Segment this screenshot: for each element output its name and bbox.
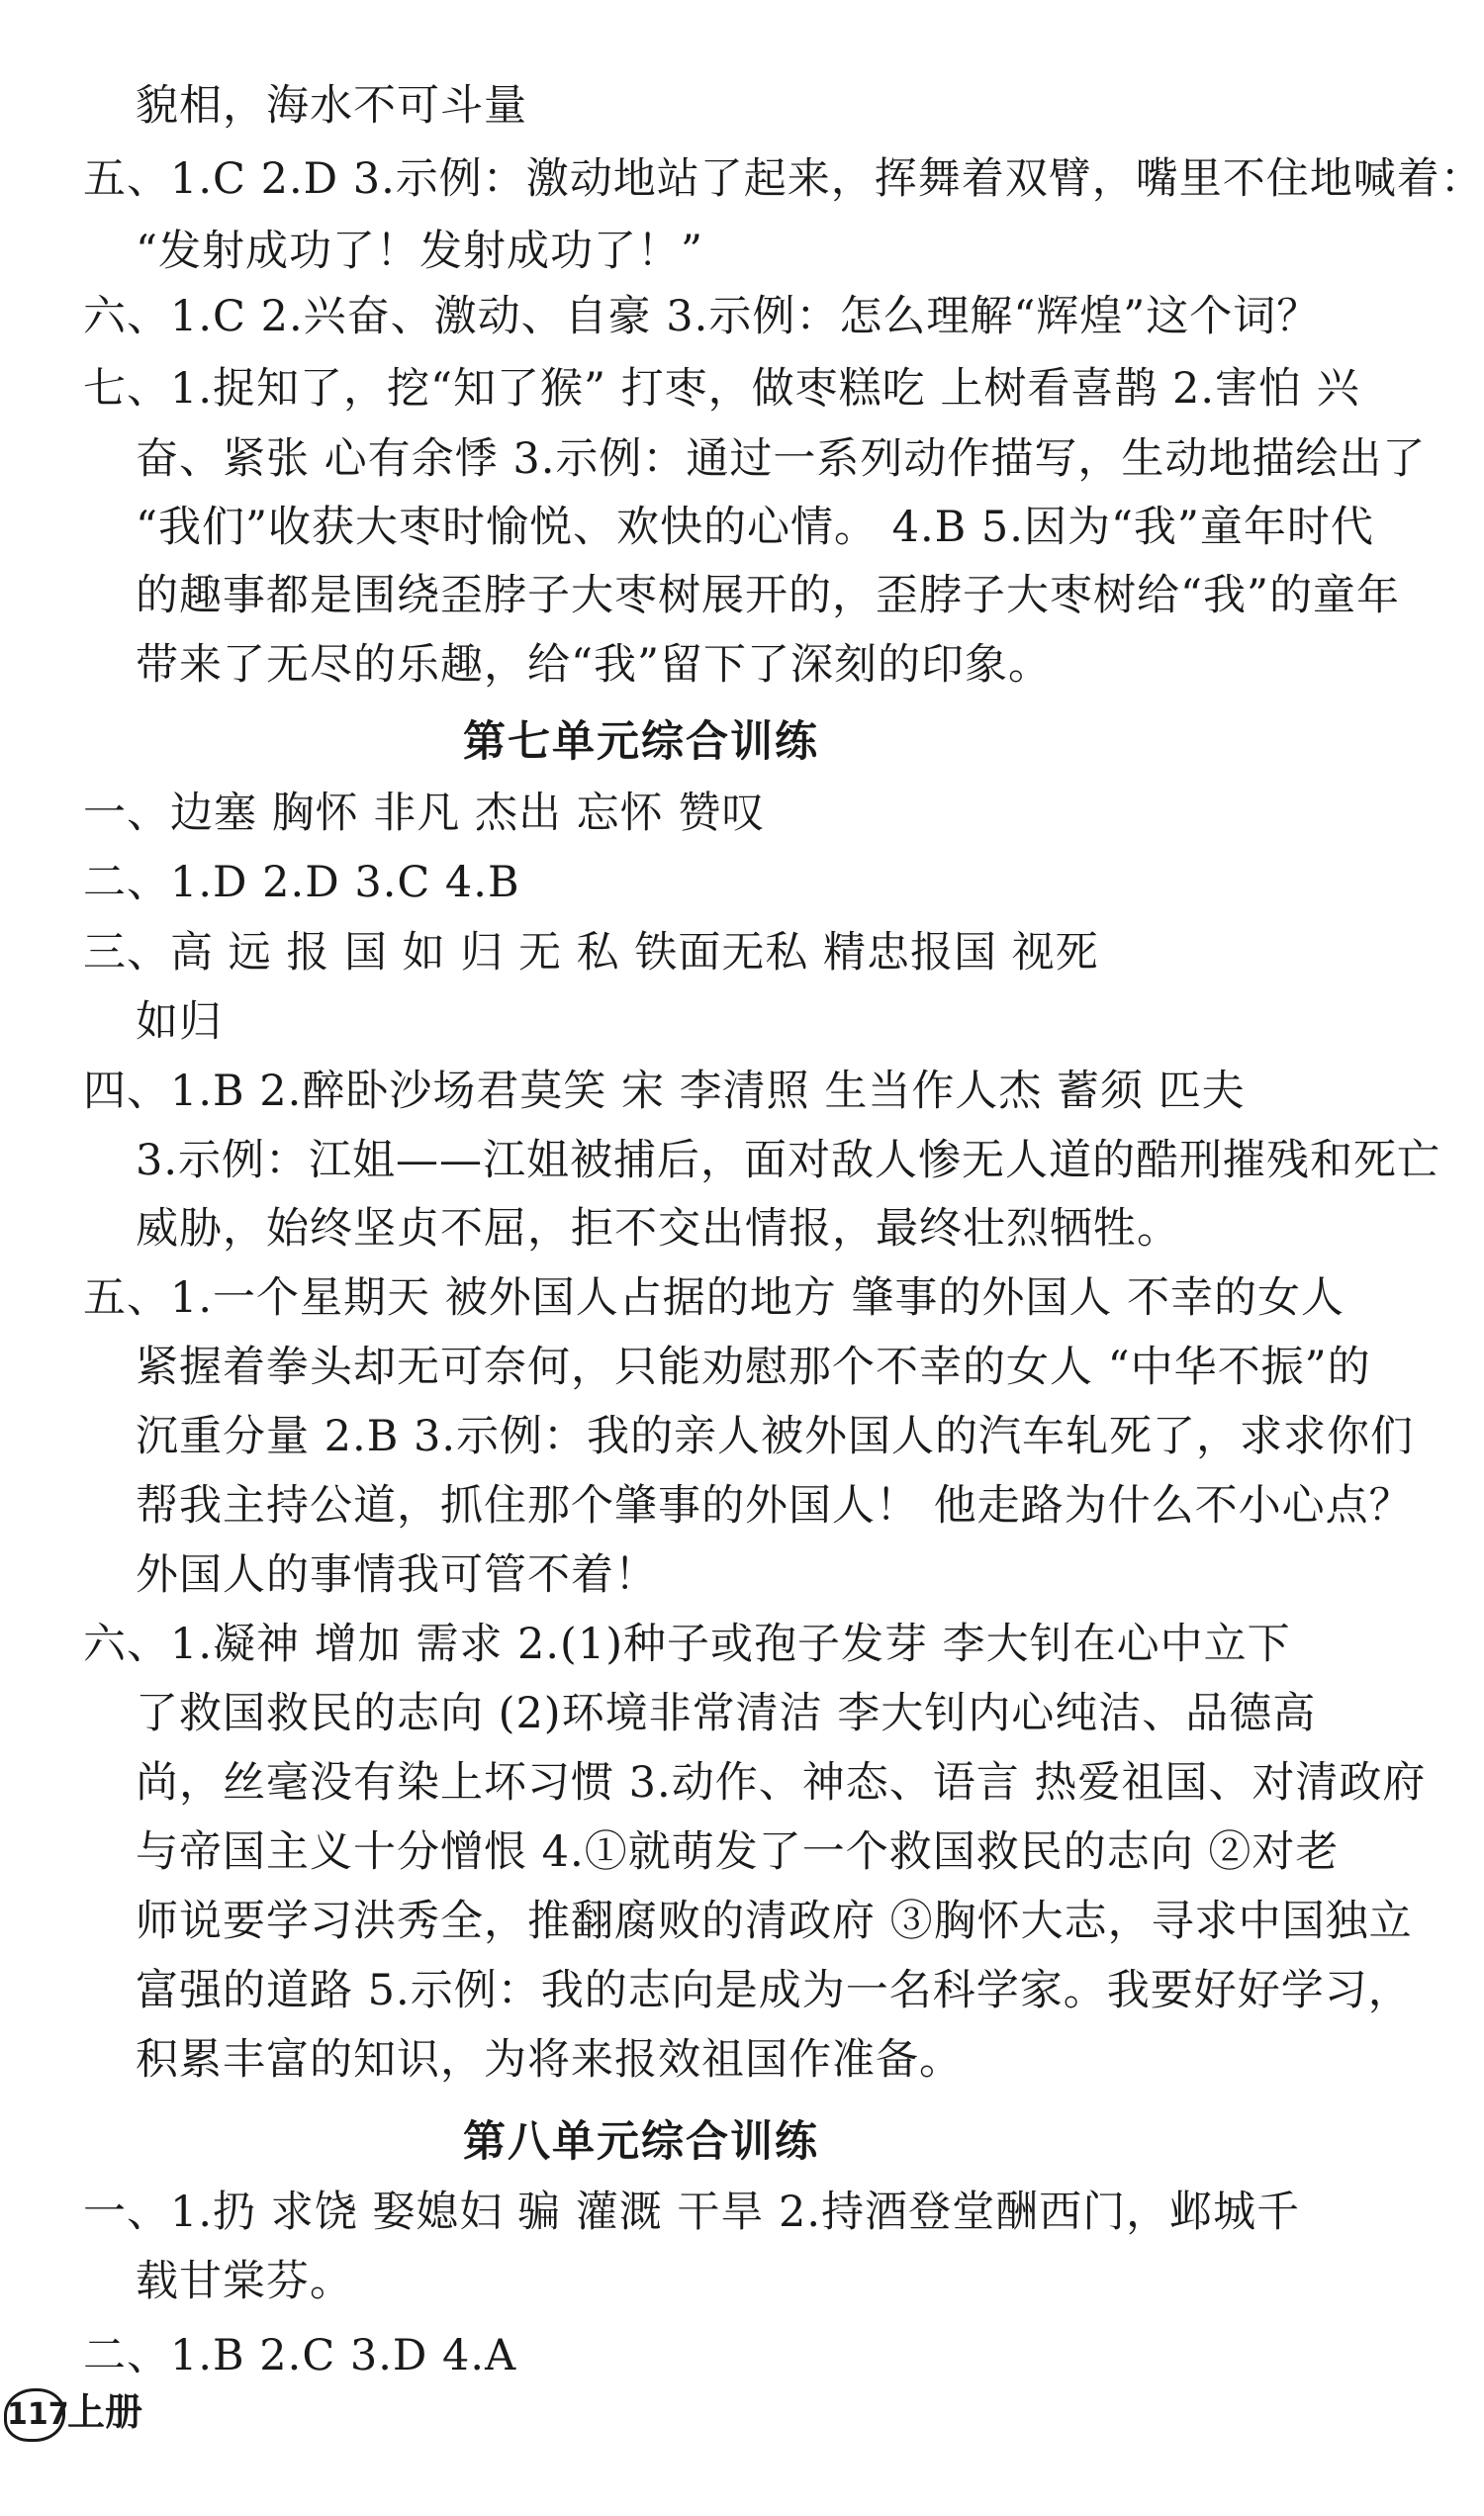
text-line: 尚，丝毫没有染上坏习惯 3.动作、神态、语言 热爱祖国、对清政府 bbox=[136, 1758, 1427, 1808]
text-line: 六、1.C 2.兴奋、激动、自豪 3.示例：怎么理解“辉煌”这个词？ bbox=[83, 292, 1321, 341]
text-line: 五、1.一个星期天 被外国人占据的地方 肇事的外国人 不幸的女人 bbox=[83, 1273, 1345, 1323]
text-line: 帮我主持公道，抓住那个肇事的外国人！ 他走路为什么不小心点？ bbox=[136, 1481, 1413, 1531]
text-line: 如归 bbox=[136, 997, 223, 1047]
text-line: 了救国救民的志向 (2)环境非常清洁 李大钊内心纯洁、品德高 bbox=[136, 1689, 1317, 1738]
text-line: 载甘棠芬。 bbox=[136, 2257, 353, 2306]
volume-label: 上册 bbox=[67, 2390, 143, 2434]
text-line: 四、1.B 2.醉卧沙场君莫笑 宋 李清照 生当作人杰 蓄须 匹夫 bbox=[83, 1067, 1246, 1116]
section-title: 第七单元综合训练 bbox=[463, 717, 819, 767]
text-line: 六、1.凝神 增加 需求 2.(1)种子或孢子发芽 李大钊在心中立下 bbox=[83, 1620, 1291, 1669]
text-line: 3.示例：江姐——江姐被捕后，面对敌人惨无人道的酷刑摧残和死亡 bbox=[136, 1136, 1441, 1185]
text-line: 貌相，海水不可斗量 bbox=[136, 81, 527, 131]
text-line: 沉重分量 2.B 3.示例：我的亲人被外国人的汽车轧死了，求求你们 bbox=[136, 1412, 1414, 1461]
text-line: 三、高 远 报 国 如 归 无 私 铁面无私 精忠报国 视死 bbox=[83, 928, 1099, 978]
section-title: 第八单元综合训练 bbox=[463, 2117, 819, 2167]
text-line: 五、1.C 2.D 3.示例：激动地站了起来，挥舞着双臂，嘴里不住地喊着： bbox=[83, 154, 1484, 204]
text-line: 与帝国主义十分憎恨 4.①就萌发了一个救国救民的志向 ②对老 bbox=[136, 1827, 1340, 1877]
text-line: “发射成功了！发射成功了！” bbox=[136, 227, 703, 276]
text-line: 外国人的事情我可管不着！ bbox=[136, 1550, 658, 1600]
text-line: 师说要学习洪秀全，推翻腐败的清政府 ③胸怀大志，寻求中国独立 bbox=[136, 1897, 1413, 1946]
text-line: 紧握着拳头却无可奈何，只能劝慰那个不幸的女人 “中华不振”的 bbox=[136, 1343, 1371, 1392]
text-line: 奋、紧张 心有余悸 3.示例：通过一系列动作描写，生动地描绘出了 bbox=[136, 434, 1427, 484]
text-line: 的趣事都是围绕歪脖子大枣树展开的，歪脖子大枣树给“我”的童年 bbox=[136, 571, 1400, 620]
text-line: 积累丰富的知识，为将来报效祖国作准备。 bbox=[136, 2035, 963, 2085]
text-line: 带来了无尽的乐趣，给“我”留下了深刻的印象。 bbox=[136, 640, 1052, 690]
text-line: 七、1.捉知了，挖“知了猴” 打枣，做枣糕吃 上树看喜鹊 2.害怕 兴 bbox=[83, 364, 1360, 414]
page-number: 117 bbox=[4, 2388, 65, 2442]
text-line: 二、1.D 2.D 3.C 4.B bbox=[83, 858, 520, 907]
text-line: 威胁，始终坚贞不屈，拒不交出情报，最终壮烈牺牲。 bbox=[136, 1204, 1180, 1254]
text-line: “我们”收获大枣时愉悦、欢快的心情。 4.B 5.因为“我”童年时代 bbox=[136, 503, 1374, 552]
text-line: 一、边塞 胸怀 非凡 杰出 忘怀 赞叹 bbox=[83, 789, 766, 838]
text-line: 一、1.扔 求饶 娶媳妇 骗 灌溉 干旱 2.持酒登堂酬西门，邺城千 bbox=[83, 2188, 1301, 2237]
text-line: 二、1.B 2.C 3.D 4.A bbox=[83, 2331, 517, 2380]
text-line: 富强的道路 5.示例：我的志向是成为一名科学家。我要好好学习， bbox=[136, 1966, 1412, 2015]
